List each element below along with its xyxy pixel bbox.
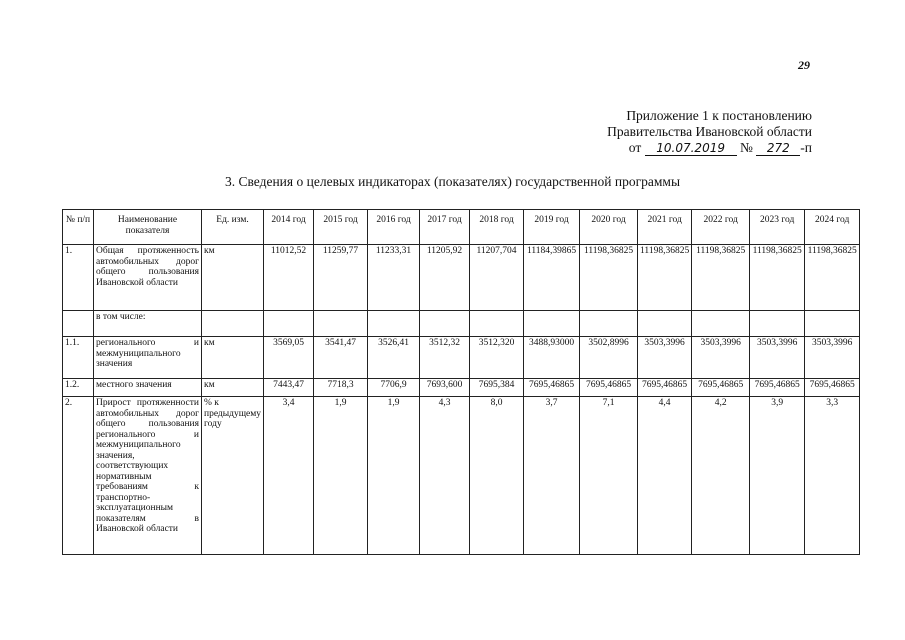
indicator-name: местного значения: [94, 379, 202, 397]
column-header: 2014 год: [264, 210, 314, 245]
value-cell: [420, 311, 470, 337]
value-cell: 3,3: [805, 397, 860, 555]
number-label: №: [740, 140, 753, 155]
row-number: 1.1.: [63, 337, 94, 379]
value-cell: [750, 311, 805, 337]
value-cell: 3526,41: [368, 337, 420, 379]
value-cell: 11198,36825: [638, 245, 692, 311]
value-cell: 7695,384: [470, 379, 524, 397]
section-title: 3. Сведения о целевых индикаторах (показателях) государственной программы: [224, 174, 681, 189]
page-number: 29: [798, 58, 810, 72]
value-cell: 7695,46865: [524, 379, 580, 397]
value-cell: 1,9: [368, 397, 420, 555]
appendix-line-2: Правительства Ивановской области: [607, 124, 812, 139]
handwritten-number: 272: [756, 142, 800, 156]
table-body: [63, 245, 860, 555]
value-cell: 4,4: [638, 397, 692, 555]
value-cell: 11198,36825: [580, 245, 638, 311]
column-header: 2017 год: [420, 210, 470, 245]
value-cell: 3512,32: [420, 337, 470, 379]
value-cell: 11198,36825: [805, 245, 860, 311]
column-header: 2019 год: [524, 210, 580, 245]
column-header: Наименование показателя: [94, 210, 202, 245]
value-cell: 1,9: [314, 397, 368, 555]
unit: [202, 311, 264, 337]
unit: км: [202, 245, 264, 311]
value-cell: [805, 311, 860, 337]
indicator-name: Общая протяженность автомобильных дорог общего пользования Ивановской области: [94, 245, 202, 311]
value-cell: 3512,320: [470, 337, 524, 379]
column-header: 2020 год: [580, 210, 638, 245]
unit: % к предыдущему году: [202, 397, 264, 555]
value-cell: 11184,39865: [524, 245, 580, 311]
row-number: 2.: [63, 397, 94, 555]
value-cell: [692, 311, 750, 337]
column-header: Ед. изм.: [202, 210, 264, 245]
number-suffix: -п: [800, 140, 812, 155]
value-cell: [368, 311, 420, 337]
value-cell: 7695,46865: [692, 379, 750, 397]
value-cell: 3503,3996: [805, 337, 860, 379]
value-cell: 11207,704: [470, 245, 524, 311]
column-header: 2015 год: [314, 210, 368, 245]
appendix-date-row: [607, 140, 812, 156]
table-row: [63, 397, 860, 555]
appendix-line-1: Приложение 1 к постановлению: [626, 108, 812, 123]
value-cell: 3541,47: [314, 337, 368, 379]
value-cell: [264, 311, 314, 337]
appendix-header: [607, 108, 812, 156]
value-cell: 3488,93000: [524, 337, 580, 379]
value-cell: 3503,3996: [750, 337, 805, 379]
value-cell: 7,1: [580, 397, 638, 555]
row-number: 1.: [63, 245, 94, 311]
column-header: № п/п: [63, 210, 94, 245]
value-cell: 3569,05: [264, 337, 314, 379]
column-header: 2021 год: [638, 210, 692, 245]
unit: км: [202, 337, 264, 379]
value-cell: 11012,52: [264, 245, 314, 311]
indicator-name: в том числе:: [94, 311, 202, 337]
value-cell: 7695,46865: [750, 379, 805, 397]
value-cell: 3503,3996: [638, 337, 692, 379]
indicator-name: Прирост протяженности автомобильных дорог общего пользования регионального и межмуниципального значения, соответствующих нормативным требованиям к транспортно-эксплуатационным показателям в Ивановской области: [94, 397, 202, 555]
value-cell: 8,0: [470, 397, 524, 555]
value-cell: 11233,31: [368, 245, 420, 311]
value-cell: 11198,36825: [692, 245, 750, 311]
table-row: [63, 337, 860, 379]
value-cell: 3502,8996: [580, 337, 638, 379]
value-cell: [470, 311, 524, 337]
value-cell: 7695,46865: [638, 379, 692, 397]
table-row: [63, 379, 860, 397]
value-cell: [524, 311, 580, 337]
value-cell: 3,9: [750, 397, 805, 555]
row-number: 1.2.: [63, 379, 94, 397]
unit: км: [202, 379, 264, 397]
handwritten-date: 10.07.2019: [645, 142, 737, 156]
indicators-table: [62, 209, 860, 555]
column-header: 2023 год: [750, 210, 805, 245]
value-cell: [580, 311, 638, 337]
from-label: от: [628, 140, 642, 155]
value-cell: 3,7: [524, 397, 580, 555]
value-cell: 4,3: [420, 397, 470, 555]
table-header-row: [63, 210, 860, 245]
column-header: 2018 год: [470, 210, 524, 245]
indicator-name: регионального и межмуниципального значения: [94, 337, 202, 379]
value-cell: [638, 311, 692, 337]
value-cell: 11205,92: [420, 245, 470, 311]
value-cell: 7443,47: [264, 379, 314, 397]
column-header: 2024 год: [805, 210, 860, 245]
value-cell: 7693,600: [420, 379, 470, 397]
column-header: 2016 год: [368, 210, 420, 245]
value-cell: 7706,9: [368, 379, 420, 397]
table-row: [63, 245, 860, 311]
value-cell: [314, 311, 368, 337]
row-number: [63, 311, 94, 337]
value-cell: 7718,3: [314, 379, 368, 397]
value-cell: 7695,46865: [805, 379, 860, 397]
table-row: [63, 311, 860, 337]
value-cell: 3503,3996: [692, 337, 750, 379]
value-cell: 7695,46865: [580, 379, 638, 397]
value-cell: 11259,77: [314, 245, 368, 311]
value-cell: 3,4: [264, 397, 314, 555]
value-cell: 11198,36825: [750, 245, 805, 311]
column-header: 2022 год: [692, 210, 750, 245]
value-cell: 4,2: [692, 397, 750, 555]
